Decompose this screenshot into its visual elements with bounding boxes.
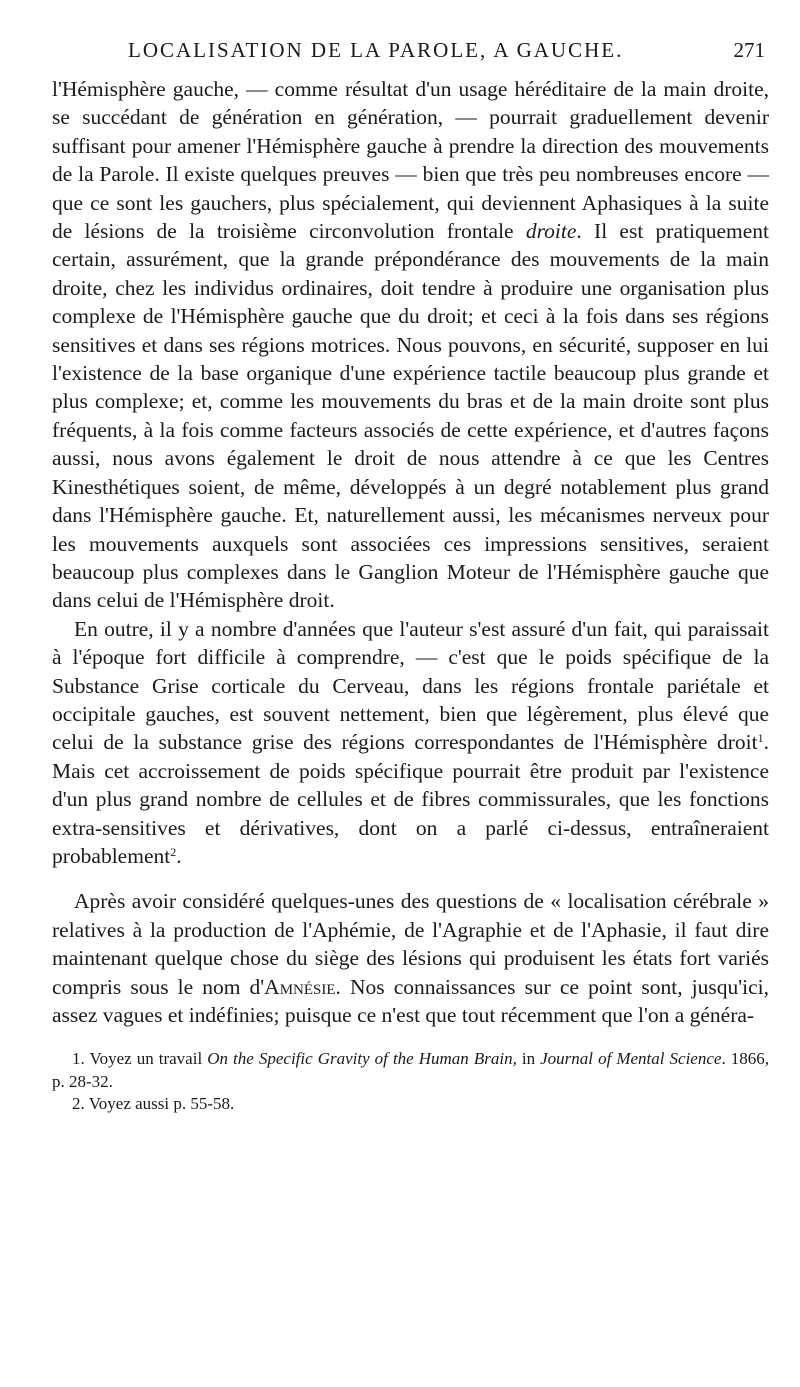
paragraph-2-text-b: . Mais cet accroissement de poids spécifique pourrait être produit par l'existence d'un plus grand nombre de cellules et de fibres commissurales, que les fonctions extra-sensitives et dérivatives, dont on a parlé ci-dessus, entraîneraient probablement: [52, 730, 769, 868]
footnote-ref-2[interactable]: 2: [170, 844, 177, 859]
running-head: [128, 40, 769, 61]
paragraph-1: [52, 75, 769, 615]
footnote-2-text-a: Voyez aussi p. 55-58.: [84, 1094, 235, 1114]
footnote-1-text-c: . 1866, p. 28-32.: [52, 1049, 769, 1091]
footnote-2-number: 2.: [72, 1094, 85, 1114]
body-text: [52, 75, 769, 1029]
paragraph-2: [52, 615, 769, 871]
paragraph-1-text-b: . Il est pratiquement certain, assurément, que la grande prépondérance des mouvements de la main droite, chez les individus ordinaires, doit tendre à produire une organisation plus complexe de l'Hémisphère gauche que du droit; et ceci à la fois dans ses régions sensitives et dans ses régions motrices. Nous pouvons, en sécurité, supposer en lui l'existence de la base organique d'une expérience tactile beaucoup plus grande et plus complexe; et, comme les mouvements du bras et de la main droite sont plus fréquents, à la fois comme facteurs associés de cette expérience, et d'autres façons aussi, nous avons également le droit de nous attendre à ce que les Centres Kinesthétiques soient, de même, développés à un degré notablement plus grand dans l'Hémisphère gauche. Et, naturellement aussi, les mécanismes nerveux pour les mouvements auxquels sont associées ces impressions sensitives, seraient beaucoup plus complexes dans le Ganglion Moteur de l'Hémisphère gauche que dans celui de l'Hémisphère droit.: [52, 219, 769, 613]
paragraph-3-small-caps: Amnésie: [264, 974, 336, 999]
footnote-ref-1[interactable]: 1: [757, 731, 764, 746]
footnote-1: [52, 1048, 769, 1093]
footnote-1-title: On the Specific Gravity of the Human Brain,: [207, 1049, 517, 1069]
paragraph-3-text-a: Après avoir considéré quelques-unes des questions de « localisation cérébrale » relatives à la production de l'Aphémie, de l'Agraphie et de l'Aphasie, il faut dire maintenant quelque chose du siège des lésions qui produisent les états fort variés compris sous le nom d': [52, 889, 769, 999]
page-number: 271: [733, 38, 765, 62]
footnote-1-journal: Journal of Mental Science: [540, 1049, 722, 1069]
footnote-2: [52, 1093, 769, 1116]
paragraph-3: [52, 887, 769, 1029]
book-page: [52, 40, 769, 1116]
footnote-1-number: 1.: [72, 1049, 85, 1069]
footnote-1-text-a: Voyez un travail: [84, 1049, 208, 1069]
paragraph-2-text-a: En outre, il y a nombre d'années que l'auteur s'est assuré d'un fait, qui paraissait à l'époque fort difficile à comprendre, — c'est que le poids spécifique de la Substance Grise corticale du Cerveau, dans les régions frontale pariétale et occipitale gauches, est souvent nettement, bien que légèrement, plus élevé que celui de la substance grise des régions correspondantes de l'Hémisphère droit: [52, 616, 769, 755]
footnote-1-text-b: in: [516, 1049, 541, 1069]
paragraph-2-text-c: .: [176, 843, 182, 868]
running-title: LOCALISATION DE LA PAROLE, A GAUCHE.: [128, 38, 624, 62]
paragraph-1-text-a: l'Hémisphère gauche, — comme résultat d'un usage héréditaire de la main droite, se succédant de génération en génération, — pourrait graduellement devenir suffisant pour amener l'Hémisphère gauche à prendre la direction des mouvements de la Parole. Il existe quelques preuves — bien que très peu nombreuses encore — que ce sont les gauchers, plus spécialement, qui deviennent Aphasiques à la suite de lésions de la troisième circonvolution frontale: [52, 77, 769, 244]
footnotes: [52, 1048, 769, 1116]
paragraph-1-emphasis: droite: [525, 219, 577, 244]
paragraph-3-text-b: . Nos connaissances sur ce point sont, jusqu'ici, assez vagues et indéfinies; puisque ce n'est que tout récemment que l'on a généra-: [52, 974, 769, 1027]
